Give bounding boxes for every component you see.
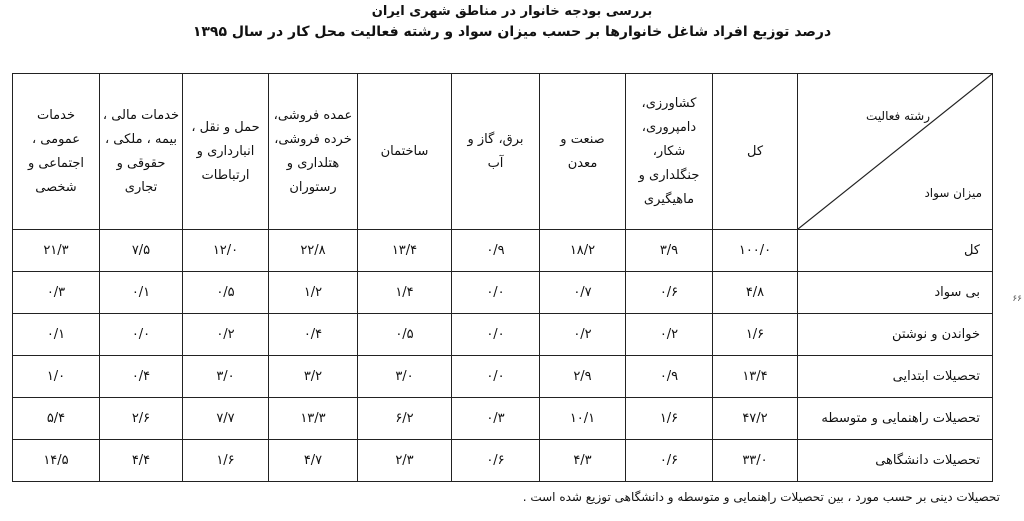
column-header-text: برق، گاز و آب [467, 131, 524, 171]
table-cell: ۱/۶ [626, 398, 713, 440]
table-cell: ۲۱/۳ [13, 230, 100, 272]
table-cell: ۴/۴ [100, 440, 183, 482]
table-row [13, 230, 993, 272]
row-label: بی سواد [798, 272, 993, 314]
table-cell: ۱۳/۳ [269, 398, 358, 440]
table-cell: ۰/۶ [452, 440, 540, 482]
table-cell: ۱۲/۰ [183, 230, 269, 272]
table-cell: ۰/۱ [100, 272, 183, 314]
table-cell: ۱/۶ [183, 440, 269, 482]
column-header [358, 74, 452, 230]
report-title: بررسی بودجه خانوار در مناطق شهری ایران [371, 4, 653, 19]
report-subtitle: درصد توزیع افراد شاغل خانوارها بر حسب میزان سواد و رشته فعالیت محل کار در سال ۱۳۹۵ [192, 24, 832, 40]
table-cell: ۱/۴ [358, 272, 452, 314]
table-cell: ۰/۲ [540, 314, 626, 356]
table-cell: ۶/۲ [358, 398, 452, 440]
column-header [713, 74, 798, 230]
column-header-text: کل [746, 143, 764, 159]
table-cell: ۳/۲ [269, 356, 358, 398]
table-cell: ۳/۰ [183, 356, 269, 398]
table-cell: ۰/۵ [358, 314, 452, 356]
column-header [540, 74, 626, 230]
table-cell: ۰/۵ [183, 272, 269, 314]
table-row [13, 356, 993, 398]
row-label: تحصیلات دانشگاهی [798, 440, 993, 482]
corner-top-label: رشته فعالیت [866, 109, 930, 123]
table-cell: ۱۰/۱ [540, 398, 626, 440]
table-row [13, 398, 993, 440]
table-cell: ۴۷/۲ [713, 398, 798, 440]
corner-bottom-label: میزان سواد [924, 186, 982, 200]
column-header [13, 74, 100, 230]
table-body [13, 230, 993, 482]
column-header-text: عمده فروشی، خرده فروشی، هتلداری و رستوران [273, 107, 353, 195]
table-cell: ۳/۰ [358, 356, 452, 398]
table-cell: ۲/۳ [358, 440, 452, 482]
table-cell: ۳۳/۰ [713, 440, 798, 482]
table-cell: ۷/۵ [100, 230, 183, 272]
table-cell: ۰/۱ [13, 314, 100, 356]
column-header-text: ساختمان [380, 143, 429, 159]
column-header-text: صنعت و معدن [560, 131, 605, 171]
corner-diagonal [798, 74, 992, 229]
table-cell: ۱۰۰/۰ [713, 230, 798, 272]
table-cell: ۰/۳ [13, 272, 100, 314]
table-cell: ۱/۰ [13, 356, 100, 398]
table-row [13, 314, 993, 356]
table-cell: ۴/۳ [540, 440, 626, 482]
table-cell: ۰/۰ [100, 314, 183, 356]
table-cell: ۱۸/۲ [540, 230, 626, 272]
table-cell: ۱۳/۴ [713, 356, 798, 398]
table-row [13, 440, 993, 482]
table-cell: ۰/۷ [540, 272, 626, 314]
table-cell: ۰/۹ [452, 230, 540, 272]
column-header-text: خدمات عمومی ، اجتماعی و شخصی [27, 107, 85, 195]
page-edge-mark: ۶۶ [1012, 294, 1022, 304]
row-label: خواندن و نوشتن [798, 314, 993, 356]
column-header [100, 74, 183, 230]
table-cell: ۰/۳ [452, 398, 540, 440]
table-cell: ۰/۹ [626, 356, 713, 398]
table-cell: ۲/۹ [540, 356, 626, 398]
table-cell: ۰/۴ [100, 356, 183, 398]
table-cell: ۲۲/۸ [269, 230, 358, 272]
row-label: تحصیلات راهنمایی و متوسطه [798, 398, 993, 440]
header-row [13, 74, 993, 230]
column-header-text: کشاورزی، دامپروری، شکار، جنگلداری و ماهیگیری [638, 95, 700, 207]
table-cell: ۰/۲ [183, 314, 269, 356]
table-cell: ۲/۶ [100, 398, 183, 440]
column-header [269, 74, 358, 230]
column-header [626, 74, 713, 230]
table-cell: ۱/۲ [269, 272, 358, 314]
column-header [452, 74, 540, 230]
table-row [13, 272, 993, 314]
table-cell: ۰/۶ [626, 440, 713, 482]
table-cell: ۷/۷ [183, 398, 269, 440]
column-header [183, 74, 269, 230]
footnote: تحصیلات دینی بر حسب مورد ، بین تحصیلات راهنمایی و متوسطه و دانشگاهی توزیع شده است . [522, 490, 1000, 504]
table-cell: ۰/۰ [452, 272, 540, 314]
table-cell: ۳/۹ [626, 230, 713, 272]
row-label: کل [798, 230, 993, 272]
table-cell: ۱۴/۵ [13, 440, 100, 482]
corner-header [798, 74, 993, 230]
table-cell: ۰/۰ [452, 356, 540, 398]
data-table [12, 73, 993, 482]
table-cell: ۰/۶ [626, 272, 713, 314]
column-header-text: خدمات مالی ، بیمه ، ملکی ، حقوقی و تجاری [102, 107, 180, 195]
column-header-text: حمل و نقل ، انبارداری و ارتباطات [191, 119, 260, 183]
table-cell: ۰/۲ [626, 314, 713, 356]
table-cell: ۰/۰ [452, 314, 540, 356]
table-cell: ۵/۴ [13, 398, 100, 440]
row-label: تحصیلات ابتدایی [798, 356, 993, 398]
table-cell: ۱۳/۴ [358, 230, 452, 272]
table-cell: ۰/۴ [269, 314, 358, 356]
table-cell: ۴/۸ [713, 272, 798, 314]
table-cell: ۱/۶ [713, 314, 798, 356]
table-cell: ۴/۷ [269, 440, 358, 482]
